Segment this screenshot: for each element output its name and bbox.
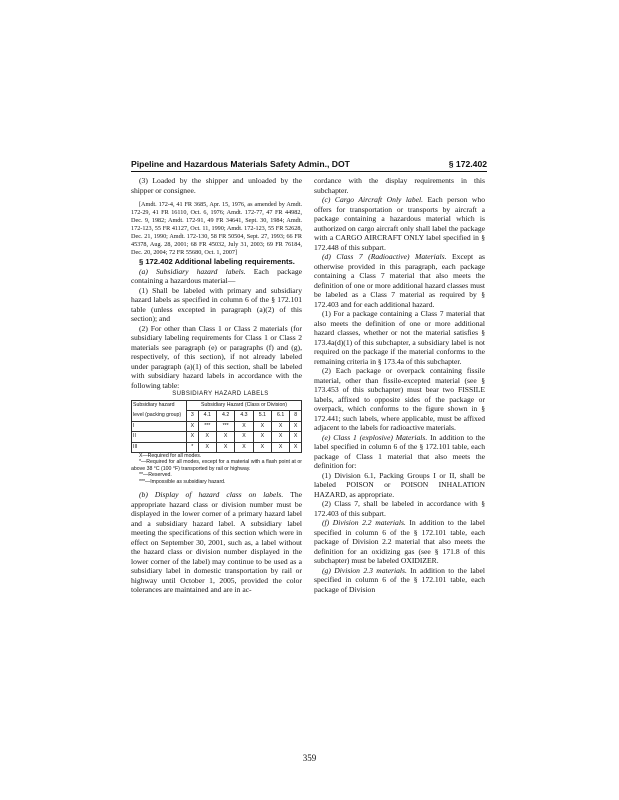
table-col-header: 3 [187, 411, 199, 422]
table-cell: *** [198, 421, 216, 432]
page-number: 359 [302, 753, 317, 763]
running-header [131, 157, 487, 172]
paragraph-b-heading: (b) Display of hazard class on labels. [139, 490, 284, 500]
table-cell: X [290, 432, 302, 443]
table-caption: SUBSIDIARY HAZARD LABELS [172, 391, 269, 397]
header-agency-title: Pipeline and Hazardous Materials Safety Admin., DOT [131, 159, 350, 169]
paragraph-g [314, 566, 485, 595]
table-col-header: 5.1 [253, 411, 271, 422]
table-note: ***—Impossible as subsidiary hazard. [139, 478, 226, 485]
amendment-citation: [Amdt. 172-4, 41 FR 3685, Apr. 15, 1976, as amended by Amdt. 172-29, 41 FR 16110, Oct. 6, 1976; Amdt. 172-77, 47 FR 44982, Dec. 9, 1982; Amdt. 172-91, 49 FR 34641, Sept. 30, 1984; Amdt. 172-123, 55 FR 41127, Oct. 11, 1990; Amdt. 172-123, 55 FR 52628, Dec. 21, 1990; Amdt. 172-130, 58 FR 50504, Sept. 27, 1993; 66 FR 45378, Aug. 28, 2001; 68 FR 45032, July 31, 2003; 69 FR 76184, Dec. 20, 2004; 72 FR 55680, Oct. 1, 2007] [131, 201, 302, 256]
table-group-header: Subsidiary Hazard (Class or Division) [187, 400, 302, 411]
table-cell: X [216, 432, 234, 443]
paragraph-c [314, 195, 485, 252]
table-cell: X [198, 442, 216, 453]
table-row-header: Subsidiary hazard level (packing group) [132, 400, 187, 421]
table-cell: X [271, 442, 289, 453]
paragraph-a3: (3) Loaded by the shipper and unloaded by the shipper or consignee. [131, 176, 302, 195]
table-row-label: II [132, 432, 187, 443]
table-col-header: 8 [290, 411, 302, 422]
paragraph-g-heading: (g) Division 2.3 materials. [322, 565, 407, 575]
right-column [314, 176, 485, 594]
table-cell: X [216, 442, 234, 453]
table-note: X—Required for all modes. [139, 453, 202, 459]
paragraph-b-body: The appropriate hazard class or division number must be displayed in the lower corner of a primary hazard label and a subsidiary hazard label. A subsidiary label meeting the specifications of this section which were in effect on September 30, 2001, such as, a label without the hazard class or division number displayed in the lower corner of the label) may continue to be used as a subsidiary label in domestic transportation by rail or highway until October 1, 2005, provided the color tolerances are maintained and are in ac- [131, 490, 302, 595]
paragraph-f [314, 518, 485, 566]
paragraph-f-heading: (f) Division 2.2 materials. [322, 518, 406, 527]
table-cell: X [271, 432, 289, 443]
paragraph-a-body: Each package containing a hazardous material— [131, 266, 302, 285]
paragraph-d-heading: (d) Class 7 (Radioactive) Materials. [322, 252, 447, 261]
paragraph-e1: (1) Division 6.1, Packing Groups I or II, shall be labeled POISON or POISON INHALATION HAZARD, as appropriate. [314, 470, 485, 499]
paragraph-a-heading: (a) Subsidiary hazard labels. [139, 266, 246, 276]
paragraph-e2: (2) Class 7, shall be labeled in accordance with § 172.403 of this subpart. [314, 499, 485, 518]
paragraph-e-heading: (e) Class 1 (explosive) Materials. [322, 432, 428, 442]
paragraph-b [131, 490, 302, 595]
paragraph-e [314, 433, 485, 471]
section-heading: § 172.402 Additional labeling requirements. [139, 257, 295, 266]
table-row [132, 432, 302, 443]
paragraph-f-body: In addition to the label specified in column 6 of the § 172.101 table, each package of Division 2.2 material that also meets the definition for an oxidizing gas (see § 171.8 of this subchapter) must be labeled OXIDIZER. [314, 518, 485, 565]
table-cell: X [253, 421, 271, 432]
table-cell: X [235, 421, 253, 432]
table-row [132, 442, 302, 453]
paragraph-d [314, 252, 485, 309]
table-cell: X [290, 442, 302, 453]
paragraph-c-heading: (c) Cargo Aircraft Only label. [322, 195, 424, 204]
table-cell: X [187, 421, 199, 432]
table-cell: X [187, 432, 199, 443]
table-header-row [132, 400, 302, 411]
table-col-header: 4.1 [198, 411, 216, 422]
paragraph-d2: (2) Each package or overpack containing fissile material, other than fissile-excepted material (see § 173.453 of this subchapter) must bear two FISSILE labels, affixed to opposite sides of the package or overpack, which conforms to the figure shown in § 172.441; such labels, where applicable, must be affixed adjacent to the labels for radioactive materials. [314, 366, 485, 432]
table-cell: *** [216, 421, 234, 432]
table-cell: X [271, 421, 289, 432]
paragraph-e-body: In addition to the label specified in column 6 of the § 172.101 table, each package of Class 1 material that also meets the definition for: [314, 432, 485, 470]
table-cell: * [187, 442, 199, 453]
table-note: *—Required for all modes, except for a material with a flash point at or above 38 °C (100 °F) transported by rail or highway. [131, 459, 302, 472]
left-column [131, 176, 302, 595]
table-col-header: 4.2 [216, 411, 234, 422]
table-row [132, 421, 302, 432]
table-cell: X [198, 432, 216, 443]
paragraph-a [131, 267, 302, 286]
table-cell: X [290, 421, 302, 432]
table-cell: X [253, 432, 271, 443]
paragraph-d-body: Except as otherwise provided in this paragraph, each package containing a Class 7 material that also meets the definition of one or more additional hazard classes must be labeled as a Class 7 material as required by § 172.403 and for each additional hazard. [314, 252, 485, 309]
table-col-header: 6.1 [271, 411, 289, 422]
paragraph-a1: (1) Shall be labeled with primary and subsidiary hazard labels as specified in column 6 of the § 172.101 table (unless excepted in paragraph (a)(2) of this section); and [131, 285, 302, 323]
table-cell: X [235, 442, 253, 453]
table-cell: X [235, 432, 253, 443]
table-cell: X [253, 442, 271, 453]
paragraph-a2: (2) For other than Class 1 or Class 2 materials (for subsidiary labeling requirements for Class 1 or Class 2 materials see paragraph (e) or paragraphs (f) and (g), respectively, of this section), if not already labeled under paragraph (a)(1) of this section, shall be labeled with subsidiary hazard labels in accordance with the following table: [131, 323, 302, 390]
table-col-header: 4.3 [235, 411, 253, 422]
paragraph-b-continued: cordance with the display requirements in this subchapter. [314, 176, 485, 195]
table-row-label: III [132, 442, 187, 453]
paragraph-c-body: Each person who offers for transportation or transports by aircraft a package containing a hazardous material which is authorized on cargo aircraft only shall label the package with a CARGO AIRCRAFT ONLY label specified in § 172.448 of this subpart. [314, 195, 486, 252]
table-note: **—Reserved. [139, 472, 172, 479]
header-section-number: § 172.402 [448, 159, 487, 169]
table-row-label: I [132, 421, 187, 432]
paragraph-d1: (1) For a package containing a Class 7 material that also meets the definition of one or more additional hazard classes, whether or not the material satisfies § 173.4a(d)(1) of this subchapter, a subsidiary label is not required on the package if the material conforms to the remaining criteria in § 173.4a of this subchapter. [314, 309, 485, 366]
paragraph-g-body: In addition to the label specified in column 6 of the § 172.101 table, each package of Division [314, 565, 485, 594]
subsidiary-hazard-table [131, 400, 302, 454]
